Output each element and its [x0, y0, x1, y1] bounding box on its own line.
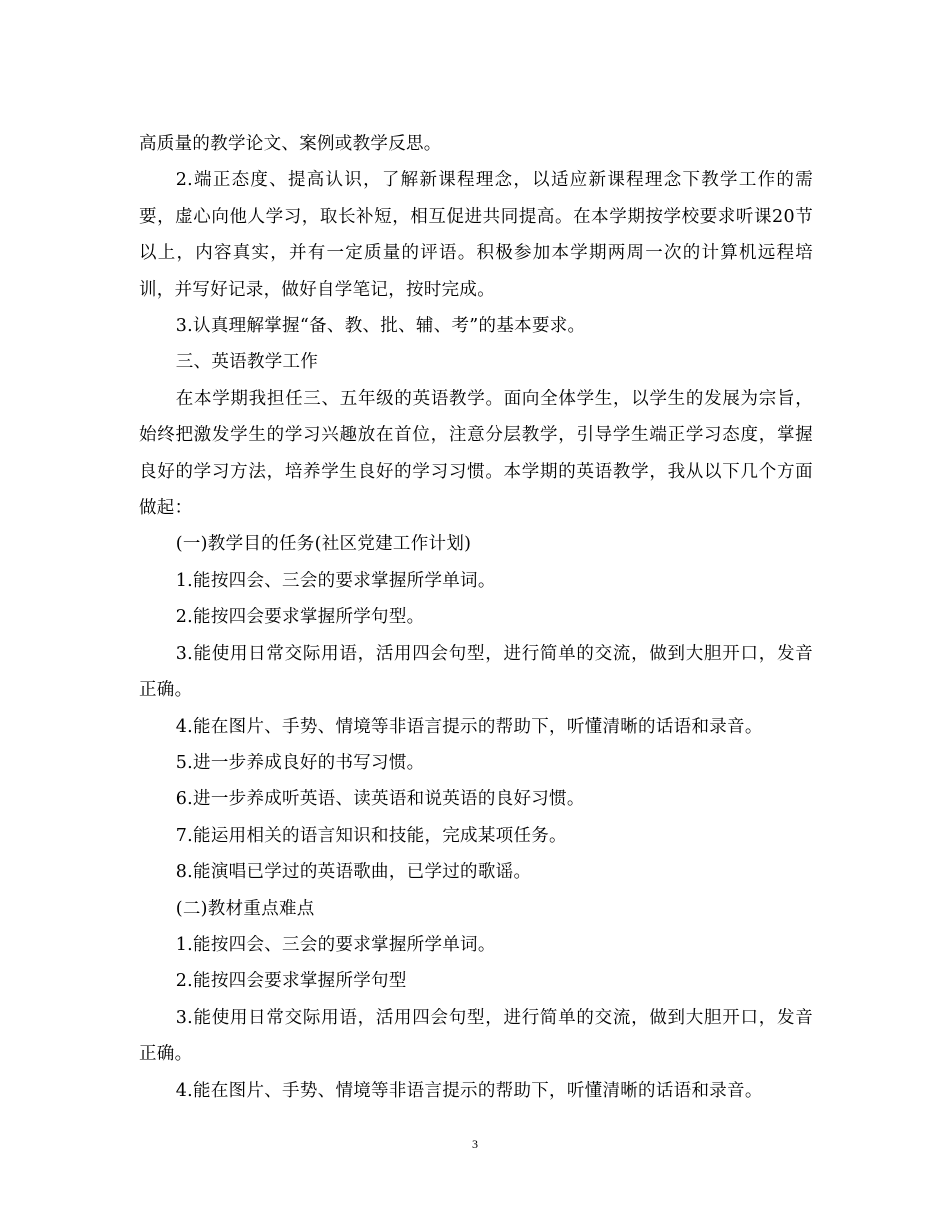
list-item-goal-6: 6.进一步养成听英语、读英语和说英语的良好习惯。: [175, 789, 585, 810]
list-item-goal-2: 2.能按四会要求掌握所学句型。: [175, 607, 425, 628]
list-item-goal-5: 5.进一步养成良好的书写习惯。: [175, 752, 425, 773]
page-number: 3: [472, 1137, 478, 1151]
list-item-goal-3: 3.能使用日常交际用语，活用四会句型，进行简单的交流，做到大胆开口，发音正确。: [139, 643, 813, 701]
list-item-goal-8: 8.能演唱已学过的英语歌曲，已学过的歌谣。: [175, 862, 532, 883]
list-item-goal-4: 4.能在图片、手势、情境等非语言提示的帮助下，听懂清晰的话语和录音。: [175, 716, 763, 737]
paragraph-1: 高质量的教学论文、案例或教学反思。: [139, 134, 442, 154]
list-item-key-4: 4.能在图片、手势、情境等非语言提示的帮助下，听懂清晰的话语和录音。: [175, 1080, 763, 1101]
paragraph-3: 3.认真理解掌握“备、教、批、辅、考”的基本要求。: [175, 316, 586, 337]
list-item-goal-7: 7.能运用相关的语言知识和技能，完成某项任务。: [175, 825, 567, 846]
paragraph-2: 2.端正态度、提高认识，了解新课程理念，以适应新课程理念下教学工作的需要，虚心向他人学习，取长补短，相互促进共同提高。在本学期按学校要求听课20节以上，内容真实，并有一定质量的评语。积极参加本学期两周一次的计算机远程培训，并写好记录，做好自学笔记，按时完成。: [139, 170, 813, 300]
section-heading-english-teaching: 三、英语教学工作: [175, 352, 319, 373]
list-item-key-3: 3.能使用日常交际用语，活用四会句型，进行简单的交流，做到大胆开口，发音正确。: [139, 1007, 813, 1065]
list-item-key-1: 1.能按四会、三会的要求掌握所学单词。: [175, 934, 496, 955]
subheading-teaching-goals: (一)教学目的任务(社区党建工作计划): [175, 534, 472, 555]
paragraph-5: 在本学期我担任三、五年级的英语教学。面向全体学生，以学生的发展为宗旨，始终把激发学生的学习兴趣放在首位，注意分层教学，引导学生端正学习态度，掌握良好的学习方法，培养学生良好的学习习惯。本学期的英语教学，我从以下几个方面做起：: [139, 388, 813, 519]
subheading-key-points: (二)教材重点难点: [175, 898, 315, 919]
list-item-goal-1: 1.能按四会、三会的要求掌握所学单词。: [175, 570, 496, 591]
list-item-key-2: 2.能按四会要求掌握所学句型: [175, 971, 407, 992]
document-body: [139, 126, 813, 1109]
